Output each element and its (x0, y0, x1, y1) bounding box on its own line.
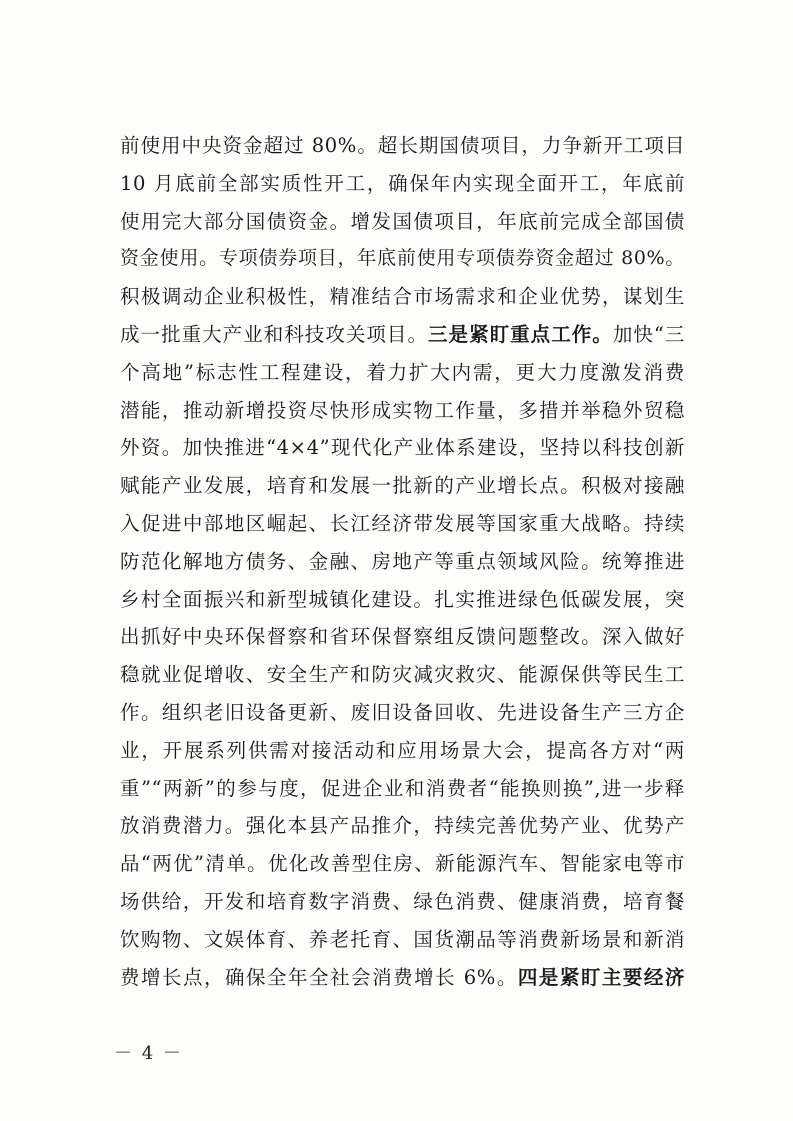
text-segment: 放消费潜力。强化本县产品推介，持续完善优势产业、优势产 (120, 814, 685, 838)
text-line (120, 165, 685, 203)
text-segment: 稳就业促增收、安全生产和防灾减灾救灾、能源保供等民生工 (120, 663, 685, 687)
text-line (120, 505, 685, 543)
text-segment: 成一批重大产业和科技攻关项目。 (120, 322, 429, 346)
text-line (120, 354, 685, 392)
text-line (120, 770, 685, 808)
text-line (120, 127, 685, 165)
text-segment: 场供给，开发和培育数字消费、绿色消费、健康消费，培育餐 (120, 889, 685, 913)
text-segment: 前使用中央资金超过 80%。超长期国债项目，力争新开工项目 (120, 134, 685, 157)
text-line (120, 807, 685, 845)
text-line (120, 392, 685, 430)
text-segment: 使用完大部分国债资金。增发国债项目，年底前完成全部国债 (120, 209, 685, 233)
text-line (120, 845, 685, 883)
text-line (120, 732, 685, 770)
text-segment: 品“两优”清单。优化改善型住房、新能源汽车、智能家电等市 (120, 852, 685, 876)
body-text (120, 127, 685, 996)
text-segment: 资金使用。专项债券项目，年底前使用专项债券资金超过 80%。 (120, 247, 685, 270)
page-number: － 4 － (114, 1043, 183, 1064)
text-line (120, 316, 685, 354)
text-segment: 重”“两新”的参与度，促进企业和消费者“能换则换”,进一步释 (120, 776, 685, 800)
text-segment: 加快“三 (612, 322, 685, 346)
text-line (120, 921, 685, 959)
text-line (120, 694, 685, 732)
text-line (120, 467, 685, 505)
text-segment: 潜能，推动新增投资尽快形成实物工作量，多措并举稳外贸稳 (120, 398, 685, 422)
text-segment: 作。组织老旧设备更新、废旧设备回收、先进设备生产三方企 (120, 700, 685, 724)
text-line (120, 656, 685, 694)
text-line (120, 883, 685, 921)
text-segment: 外资。加快推进“4×4”现代化产业体系建设，坚持以科技创新 (120, 436, 685, 460)
text-segment: 入促进中部地区崛起、长江经济带发展等国家重大战略。持续 (120, 511, 685, 535)
text-line (120, 203, 685, 241)
text-line (120, 240, 685, 278)
text-line (120, 278, 685, 316)
text-segment: 乡村全面振兴和新型城镇化建设。扎实推进绿色低碳发展，突 (120, 587, 685, 611)
text-line (120, 429, 685, 467)
text-segment: 赋能产业发展，培育和发展一批新的产业增长点。积极对接融 (120, 474, 685, 498)
text-segment: 积极调动企业积极性，精准结合市场需求和企业优势，谋划生 (120, 285, 685, 309)
text-segment: 费增长点，确保全年全社会消费增长 6%。 (120, 965, 518, 989)
text-line (120, 543, 685, 581)
text-line (120, 959, 685, 997)
text-line (120, 618, 685, 656)
bold-heading-text: 三是紧盯重点工作。 (428, 322, 613, 346)
text-segment: 出抓好中央环保督察和省环保督察组反馈问题整改。深入做好 (120, 625, 685, 649)
text-segment: 业，开展系列供需对接活动和应用场景大会，提高各方对“两 (120, 738, 685, 762)
text-segment: 个高地”标志性工程建设，着力扩大内需，更大力度激发消费 (120, 360, 685, 384)
bold-heading-text: 四是紧盯主要经济 (517, 965, 685, 989)
text-segment: 饮购物、文娱体育、养老托育、国货潮品等消费新场景和新消 (120, 927, 685, 951)
text-line (120, 581, 685, 619)
text-segment: 防范化解地方债务、金融、房地产等重点领域风险。统筹推进 (120, 549, 685, 573)
text-segment: 10 月底前全部实质性开工，确保年内实现全面开工，年底前 (120, 171, 685, 195)
